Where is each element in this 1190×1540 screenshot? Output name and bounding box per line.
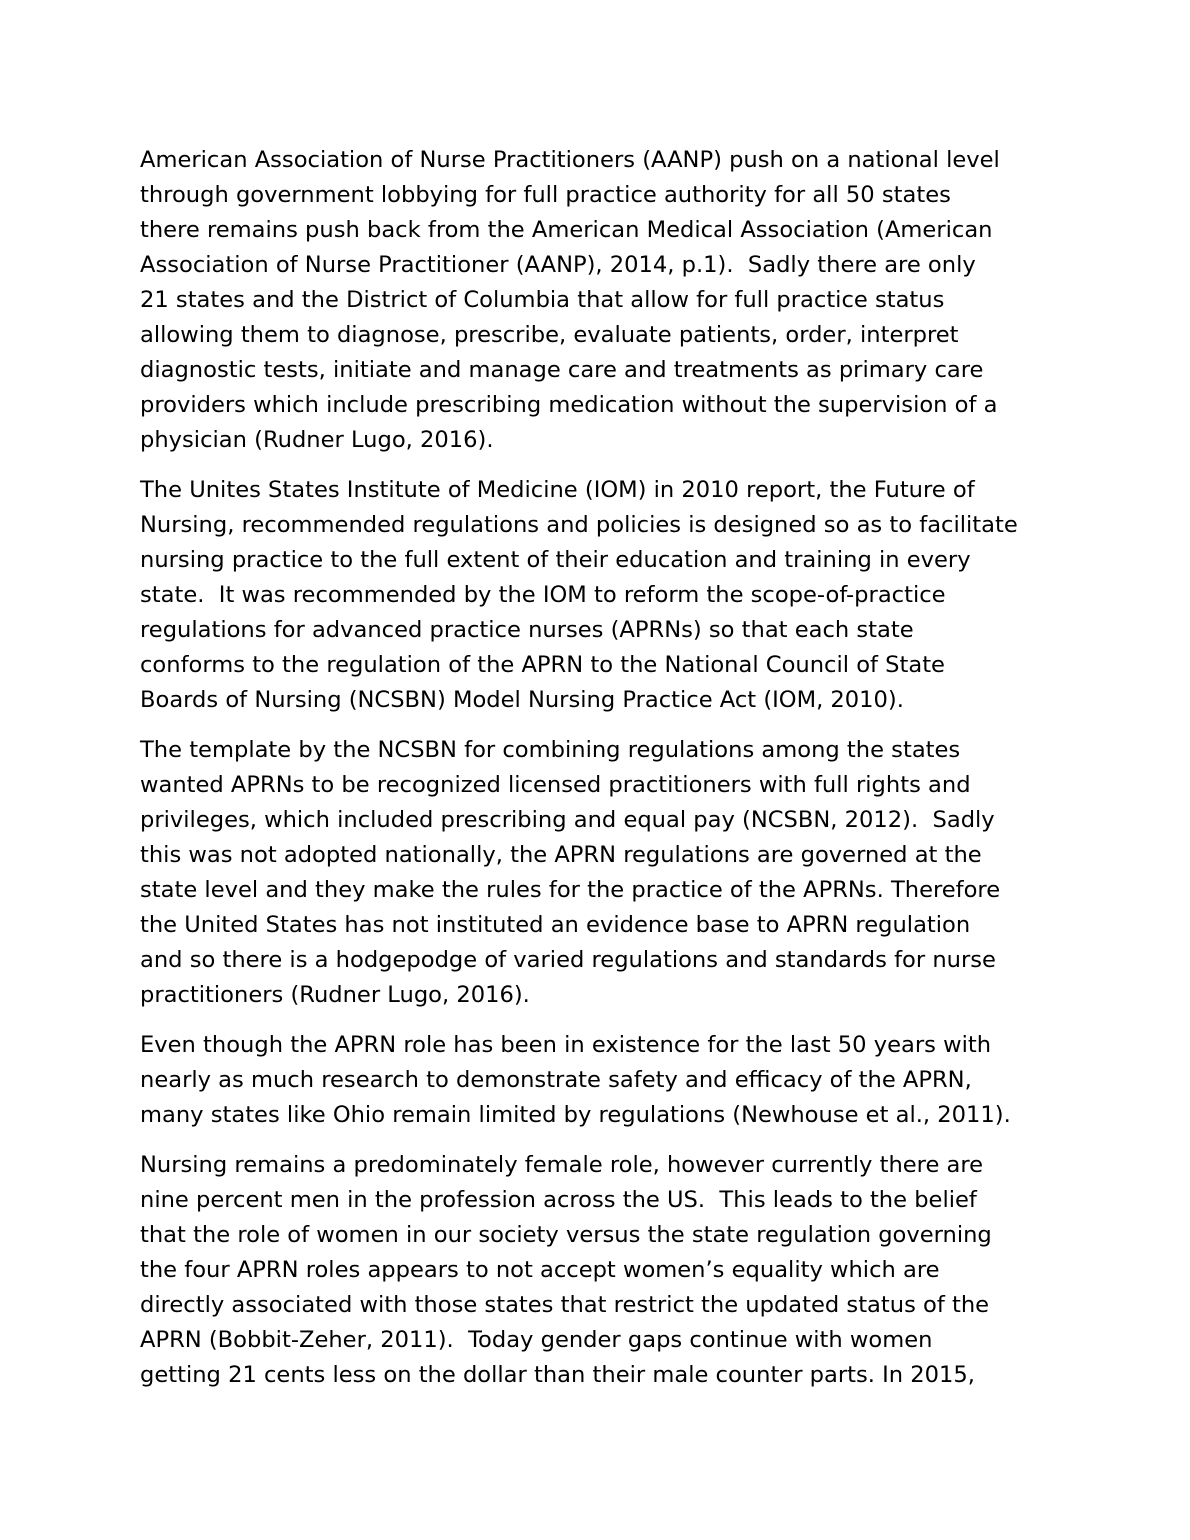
paragraph-line: The Unites States Institute of Medicine (IOM) in 2010 report, the Future of	[140, 477, 975, 503]
paragraph-line: allowing them to diagnose, prescribe, evaluate patients, order, interpret	[140, 322, 959, 348]
body-text	[140, 143, 1060, 1408]
paragraph-line: APRN (Bobbit-Zeher, 2011). Today gender gaps continue with women	[140, 1327, 933, 1353]
paragraph-line: Association of Nurse Practitioner (AANP), 2014, p.1). Sadly there are only	[140, 252, 976, 278]
paragraph-line: practitioners (Rudner Lugo, 2016).	[140, 982, 530, 1008]
paragraph-line: providers which include prescribing medication without the supervision of a	[140, 392, 998, 418]
paragraph-line: Even though the APRN role has been in existence for the last 50 years with	[140, 1032, 992, 1058]
paragraph-line: wanted APRNs to be recognized licensed practitioners with full rights and	[140, 772, 971, 798]
paragraph-line: The template by the NCSBN for combining regulations among the states	[140, 737, 961, 763]
paragraph-line: getting 21 cents less on the dollar than their male counter parts. In 2015,	[140, 1362, 975, 1388]
paragraph-line: Nursing, recommended regulations and policies is designed so as to facilitate	[140, 512, 1018, 538]
paragraph-line: that the role of women in our society versus the state regulation governing	[140, 1222, 992, 1248]
paragraph-line: nine percent men in the profession across the US. This leads to the belief	[140, 1187, 977, 1213]
paragraph-line: conforms to the regulation of the APRN to the National Council of State	[140, 652, 945, 678]
paragraph-line: Nursing remains a predominately female role, however currently there are	[140, 1152, 984, 1178]
paragraph-line: state level and they make the rules for the practice of the APRNs. Therefore	[140, 877, 1001, 903]
paragraph-line: many states like Ohio remain limited by regulations (Newhouse et al., 2011).	[140, 1102, 1011, 1128]
paragraph-1	[140, 143, 1060, 458]
paragraph-line: nursing practice to the full extent of their education and training in every	[140, 547, 971, 573]
paragraph-line: regulations for advanced practice nurses (APRNs) so that each state	[140, 617, 914, 643]
paragraph-line: diagnostic tests, initiate and manage care and treatments as primary care	[140, 357, 984, 383]
paragraph-line: state. It was recommended by the IOM to reform the scope-of-practice	[140, 582, 946, 608]
paragraph-4	[140, 1028, 1060, 1133]
paragraph-2	[140, 473, 1060, 718]
paragraph-line: privileges, which included prescribing and equal pay (NCSBN, 2012). Sadly	[140, 807, 995, 833]
paragraph-line: there remains push back from the American Medical Association (American	[140, 217, 993, 243]
paragraph-line: and so there is a hodgepodge of varied regulations and standards for nurse	[140, 947, 996, 973]
paragraph-3	[140, 733, 1060, 1013]
paragraph-line: Boards of Nursing (NCSBN) Model Nursing Practice Act (IOM, 2010).	[140, 687, 904, 713]
paragraph-line: American Association of Nurse Practitioners (AANP) push on a national level	[140, 147, 1000, 173]
paragraph-line: the United States has not instituted an evidence base to APRN regulation	[140, 912, 971, 938]
paragraph-line: this was not adopted nationally, the APRN regulations are governed at the	[140, 842, 982, 868]
paragraph-line: the four APRN roles appears to not accept women’s equality which are	[140, 1257, 940, 1283]
paragraph-line: through government lobbying for full practice authority for all 50 states	[140, 182, 951, 208]
paragraph-line: 21 states and the District of Columbia that allow for full practice status	[140, 287, 945, 313]
paragraph-line: nearly as much research to demonstrate safety and efficacy of the APRN,	[140, 1067, 972, 1093]
paragraph-5	[140, 1148, 1060, 1393]
paragraph-line: physician (Rudner Lugo, 2016).	[140, 427, 494, 453]
paragraph-line: directly associated with those states that restrict the updated status of the	[140, 1292, 990, 1318]
